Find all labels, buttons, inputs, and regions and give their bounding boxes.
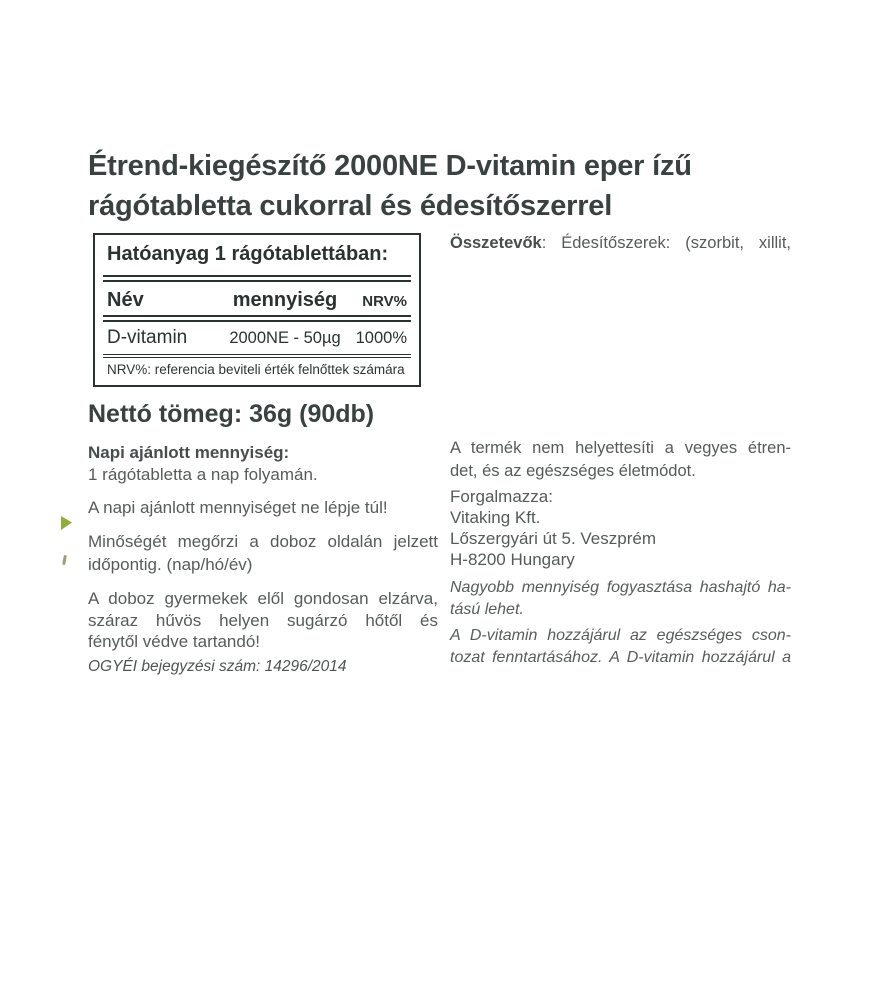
text-line: fénytől védve tartandó! — [88, 632, 261, 651]
text-line: Minőségét megőrzi a doboz oldalán jelzett — [88, 532, 438, 551]
text-line: rágótabletta cukorral és édesítőszerrel — [88, 190, 613, 222]
text-line: A D-vitamin hozzájárul az egészséges cson- — [450, 627, 791, 644]
ingredients-label: Összetevők — [450, 234, 542, 252]
text-line: H-8200 Hungary — [450, 550, 575, 569]
table-column-row — [107, 289, 407, 312]
cell-ingredient-nrv: 1000% — [355, 329, 407, 347]
cell-ingredient-name: D-vitamin — [107, 327, 188, 348]
column-header-nrv: NRV% — [362, 293, 407, 310]
text-line: tozat fenntartásához. A D-vitamin hozzájárul a — [450, 648, 791, 666]
net-weight: Nettó tömeg: 36g (90db) — [88, 400, 375, 428]
column-header-qty: mennyiség — [232, 289, 338, 311]
table-divider — [103, 354, 411, 358]
leaf-icon — [61, 516, 73, 530]
cell-ingredient-qty: 2000NE - 50µg — [229, 329, 341, 347]
table-footnote: NRV%: referencia beviteli érték felnőttek számára — [107, 362, 405, 377]
text-line: det, és az egészséges életmódot. — [450, 461, 696, 480]
health-claim — [450, 625, 791, 668]
table-divider — [103, 275, 411, 282]
text-line — [450, 233, 791, 253]
storage-warning — [88, 588, 438, 653]
ingredients-first-line: : Édesítőszerek: (szorbit, xillit, — [541, 234, 791, 252]
table-header: Hatóanyag 1 rágótablettában: — [107, 243, 389, 265]
text-line: A termék nem helyettesíti a vegyes étren- — [450, 439, 791, 457]
text-line: Étrend-kiegészítő 2000NE D-vitamin eper ízű — [88, 150, 692, 182]
dose-warning: A napi ajánlott mennyiséget ne lépje túl! — [88, 498, 388, 517]
text-line: időpontig. (nap/hó/év) — [88, 555, 253, 574]
ingredients-paragraph — [450, 233, 791, 253]
diet-disclaimer — [450, 437, 791, 482]
leaf-stem-icon — [62, 555, 67, 565]
text-line: tású lehet. — [450, 600, 524, 618]
column-header-name: Név — [107, 289, 144, 311]
text-line: Forgalmazza: — [450, 487, 553, 506]
table-divider — [103, 315, 411, 322]
daily-dose-label: Napi ajánlott mennyiség: — [88, 443, 290, 462]
table-row — [107, 327, 407, 349]
laxative-notice — [450, 577, 791, 620]
daily-dose-value: 1 rágótabletta a nap folyamán. — [88, 465, 318, 484]
product-title — [88, 146, 798, 226]
distributor-block — [450, 486, 791, 570]
active-ingredient-table — [93, 233, 421, 387]
text-line: A doboz gyermekek elől gondosan elzárva, — [88, 589, 438, 608]
registration-number: OGYÉI bejegyzési szám: 14296/2014 — [88, 658, 347, 675]
text-line: Lőszergyári út 5. Veszprém — [450, 529, 656, 548]
text-line: Vitaking Kft. — [450, 508, 541, 527]
text-line: Nagyobb mennyiség fogyasztása hashajtó ha- — [450, 579, 791, 596]
storage-note — [88, 530, 438, 576]
text-line: száraz hűvös helyen sugárzó hőtől és — [88, 610, 438, 630]
